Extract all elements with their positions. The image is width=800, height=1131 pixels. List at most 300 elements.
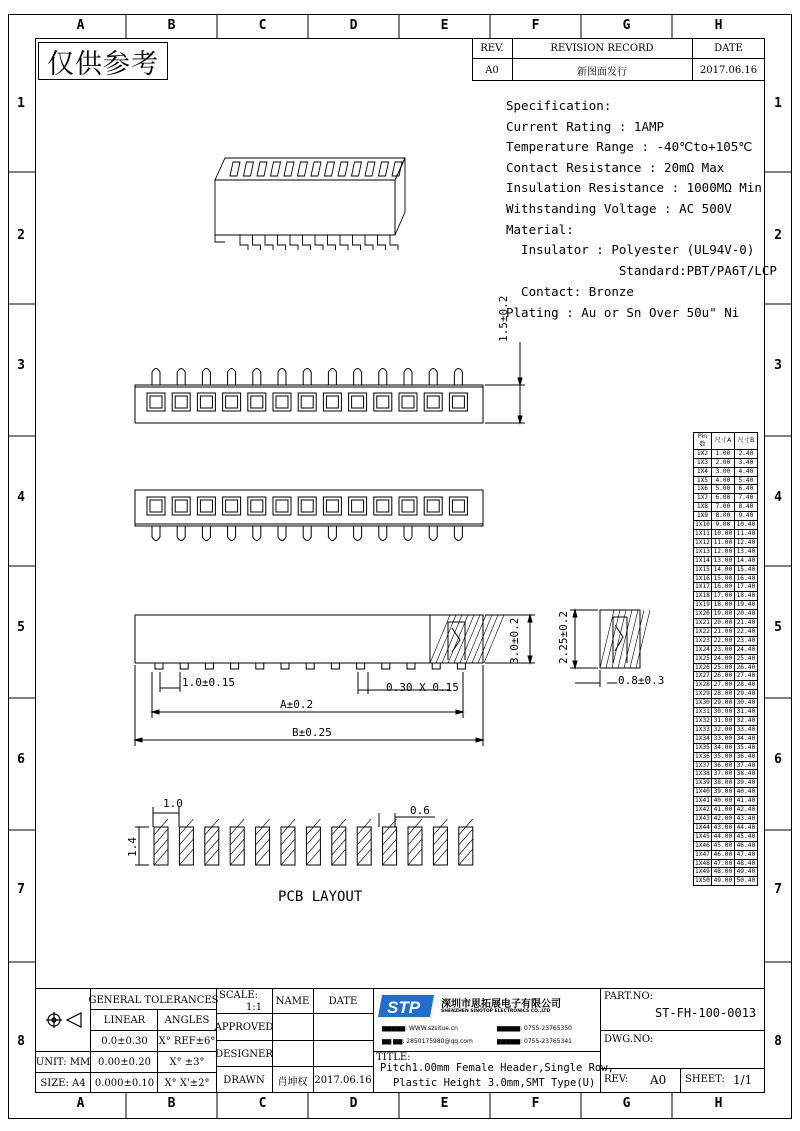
- cavity-inner: [352, 396, 364, 408]
- pin-table-cell: 10.00: [711, 529, 734, 538]
- iso-pin: [290, 235, 298, 250]
- cavity-inner: [226, 396, 238, 408]
- side-pin: [155, 663, 163, 669]
- pin-table-row: [694, 512, 758, 521]
- sheet-label: SHEET:: [685, 1074, 725, 1085]
- pin-table-cell: 20.00: [711, 619, 734, 628]
- pin-up: [152, 369, 160, 386]
- iso-slot: [311, 162, 321, 176]
- pin-table-cell: 1X34: [695, 734, 710, 742]
- pin-table-cell: 26.40: [734, 663, 757, 672]
- zone-col: F: [531, 1096, 540, 1111]
- pad-hatch: [256, 839, 270, 855]
- zone-col: G: [622, 1096, 631, 1111]
- pin-table-cell: 7.40: [734, 494, 757, 503]
- angle-tol-2: X° ±3°: [169, 1057, 205, 1068]
- pin-table-cell: 6.40: [734, 485, 757, 494]
- pin-table-cell: 48.40: [734, 859, 757, 868]
- pin-table-cell: 3.00: [711, 467, 734, 476]
- pin-down: [379, 526, 387, 541]
- iso-slot: [244, 162, 254, 176]
- iso-pin: [253, 235, 261, 250]
- iso-pin: [390, 235, 398, 250]
- pad-hatch: [459, 849, 473, 865]
- hatch-line: [472, 615, 492, 663]
- pin-table-cell: 1X3: [694, 458, 712, 467]
- pin-table-cell: 34.40: [734, 734, 757, 743]
- pin-table-cell: 1X39: [695, 779, 710, 787]
- side-pin: [256, 663, 264, 669]
- pin-table-cell: 11.40: [734, 529, 757, 538]
- pin-table-cell: 16.00: [711, 583, 734, 592]
- iso-slot: [392, 162, 402, 176]
- pin-table-cell: 1X46: [695, 841, 710, 849]
- pin-table-cell: 18.40: [734, 592, 757, 601]
- zone-col: B: [167, 18, 176, 33]
- company-mail: ▆▆ ▆▆: 2850175980@qq.com: [382, 1038, 473, 1045]
- cavity-inner: [377, 396, 389, 408]
- drawn-label: DRAWN: [223, 1074, 265, 1086]
- pin-table-row: [694, 619, 758, 628]
- pin-table-cell: 1X38: [695, 770, 710, 778]
- scale-label: SCALE:: [219, 990, 259, 1001]
- pin-table-cell: 29.00: [711, 699, 734, 708]
- spec-line: Insulation Resistance : 1000MΩ Min: [506, 180, 762, 195]
- pin-table-cell: 1X43: [695, 814, 710, 822]
- pin-table-cell: 6.00: [711, 494, 734, 503]
- zone-row: 8: [17, 1034, 25, 1049]
- pin-table-row: [694, 654, 758, 663]
- pin-table-cell: 1.00: [711, 449, 734, 458]
- pin-table-cell: 1X17: [695, 583, 710, 591]
- pin-table-row: [694, 529, 758, 538]
- zone-row: 4: [774, 490, 782, 505]
- pad-hatch: [205, 829, 219, 845]
- cavity-inner: [175, 396, 187, 408]
- pin-table-cell: 1X7: [694, 494, 712, 503]
- pin-table-cell: 1X4: [694, 467, 712, 476]
- pin-up: [379, 369, 387, 386]
- side-pin: [457, 663, 465, 669]
- zone-row: 6: [17, 752, 25, 767]
- pad-hatch: [306, 849, 320, 865]
- zone-row: 6: [774, 752, 782, 767]
- pin-table-row: [694, 574, 758, 583]
- dim-height-3-0: 3.0±0.2: [508, 617, 521, 664]
- company-en: SHENZHEN SINOTOP ELECTRONICS CO.,LTD: [441, 1009, 551, 1014]
- hatch-line: [624, 610, 638, 668]
- pad-hatch: [383, 849, 397, 865]
- pin-table-cell: 40.00: [711, 797, 734, 806]
- pad-hatch: [281, 849, 295, 865]
- pin-table-cell: 1X14: [695, 556, 710, 564]
- pin-table-cell: 21.00: [711, 627, 734, 636]
- company-cn: 深圳市思拓展电子有限公司: [441, 999, 561, 1010]
- pin-table-cell: 43.00: [711, 823, 734, 832]
- iso-slot: [379, 162, 389, 176]
- pin-table-cell: 1X27: [695, 672, 710, 680]
- angles-label: ANGLES: [164, 1015, 210, 1026]
- cavity-inner: [452, 396, 464, 408]
- pin-table-cell: 44.00: [711, 832, 734, 841]
- pin-table-cell: 27.00: [711, 681, 734, 690]
- zone-row: 7: [774, 882, 782, 897]
- pin-table-cell: 23.40: [734, 636, 757, 645]
- unit-label: UNIT: MM: [35, 1057, 91, 1068]
- zone-row: 2: [774, 228, 782, 243]
- cavity-inner: [276, 500, 288, 512]
- zone-row: 1: [17, 96, 25, 111]
- pin-table-cell: 3.40: [734, 458, 757, 467]
- dwg-no-label: DWG.NO:: [604, 1034, 654, 1045]
- zone-col: E: [440, 18, 449, 33]
- iso-pin: [303, 235, 311, 250]
- zone-row: 2: [17, 228, 25, 243]
- title-label: TITLE:: [376, 1052, 411, 1063]
- side-pin: [432, 663, 440, 669]
- pin-table-cell: 11.00: [711, 538, 734, 547]
- pad-hatch: [357, 839, 371, 855]
- zone-col: H: [714, 18, 723, 33]
- pin-table-cell: 47.40: [734, 850, 757, 859]
- zone-col: C: [258, 1096, 267, 1111]
- angle-tol-3: X° X'±2°: [164, 1077, 210, 1089]
- pin-table-cell: 9.00: [711, 521, 734, 530]
- pin-table-cell: 1X33: [695, 725, 710, 733]
- pin-table-cell: 1X12: [695, 538, 710, 546]
- front-view-pins-down: [130, 487, 490, 547]
- pin-table-row: [694, 734, 758, 743]
- pin-down: [429, 526, 437, 541]
- zone-col: A: [76, 1096, 85, 1111]
- pin-table-cell: 13.40: [734, 547, 757, 556]
- zone-col: F: [531, 18, 540, 33]
- pad-hatch: [179, 839, 193, 855]
- pad-hatch: [179, 829, 193, 845]
- pin-up: [278, 369, 286, 386]
- cavity-inner: [200, 500, 212, 512]
- pad-hatch: [433, 849, 447, 865]
- pin-table-row: [694, 681, 758, 690]
- title-line-2: Plastic Height 3.0mm,SMT Type(U): [393, 1077, 596, 1089]
- pin-up: [202, 369, 210, 386]
- zone-col: G: [622, 18, 631, 33]
- iso-slot: [257, 162, 267, 176]
- pin-table-cell: 35.40: [734, 743, 757, 752]
- pin-table-cell: 7.00: [711, 503, 734, 512]
- pin-table-cell: 13.00: [711, 556, 734, 565]
- pad-hatch: [383, 839, 397, 855]
- pin-table-cell: 22.00: [711, 636, 734, 645]
- dim-pcb-pitch: 1.0: [163, 797, 183, 810]
- pin-table-cell: 45.40: [734, 832, 757, 841]
- iso-pin: [328, 235, 336, 250]
- pin-table-cell: 5.40: [734, 476, 757, 485]
- pin-table-cell: 1X41: [695, 797, 710, 805]
- pin-table-cell: 1X21: [695, 619, 710, 627]
- pin-table-cell: 46.40: [734, 841, 757, 850]
- pin-down: [454, 526, 462, 541]
- pin-table-cell: 28.00: [711, 690, 734, 699]
- hatch-line: [478, 615, 498, 663]
- rev-header: REV.: [480, 43, 504, 54]
- pin-table-cell: 16.40: [734, 574, 757, 583]
- company-web: ▆▆▆▆▆: WWW.szsitue.cn: [382, 1025, 458, 1032]
- pin-table-cell: 1X15: [695, 565, 710, 573]
- pin-table-row: [694, 752, 758, 761]
- pin-down: [152, 526, 160, 541]
- pin-table-cell: Pin数: [694, 433, 712, 450]
- pin-table-row: [694, 583, 758, 592]
- pin-table-cell: 46.00: [711, 850, 734, 859]
- pin-table-cell: 8.40: [734, 503, 757, 512]
- pin-table-cell: 4.00: [711, 476, 734, 485]
- pin-table-cell: 47.00: [711, 859, 734, 868]
- pin-table-row: [694, 806, 758, 815]
- pin-table-cell: 19.00: [711, 610, 734, 619]
- cavity-inner: [175, 500, 187, 512]
- pad-hatch: [433, 839, 447, 855]
- zone-row: 5: [774, 620, 782, 635]
- pin-table-cell: 1X8: [694, 503, 712, 512]
- record-value: 新图面发行: [577, 66, 627, 78]
- pin-table-cell: 1X49: [695, 868, 710, 876]
- scale-value: 1:1: [246, 1002, 263, 1013]
- pin-table-cell: 33.00: [711, 734, 734, 743]
- pin-table-row: [694, 877, 758, 886]
- pin-table-row: [694, 699, 758, 708]
- sinotop-logo-icon: [378, 993, 438, 1019]
- iso-slot: [298, 162, 308, 176]
- spec-line: Current Rating : 1AMP: [506, 119, 665, 134]
- pin-table-row: [694, 823, 758, 832]
- pin-down: [228, 526, 236, 541]
- hatch-line: [630, 610, 644, 668]
- pin-table-cell: 22.40: [734, 627, 757, 636]
- pad-hatch: [383, 829, 397, 845]
- pin-down: [177, 526, 185, 541]
- isometric-view: [200, 150, 410, 265]
- cavity-inner: [226, 500, 238, 512]
- pin-table-cell: 1X30: [695, 699, 710, 707]
- pad-hatch: [230, 829, 244, 845]
- pin-up: [228, 369, 236, 386]
- spec-line: Material:: [506, 222, 574, 237]
- pad-hatch: [230, 839, 244, 855]
- zone-col: E: [440, 1096, 449, 1111]
- cavity-inner: [452, 500, 464, 512]
- pin-up: [429, 369, 437, 386]
- pin-down: [303, 526, 311, 541]
- pin-table-cell: 17.40: [734, 583, 757, 592]
- pin-table-row: [694, 476, 758, 485]
- pin-table-cell: 尺寸A: [711, 433, 734, 450]
- pin-down: [278, 526, 286, 541]
- pin-down: [253, 526, 261, 541]
- pin-table-cell: 1X28: [695, 681, 710, 689]
- name-header: NAME: [275, 995, 310, 1007]
- pad-hatch: [230, 849, 244, 865]
- spec-line: Contact: Bronze: [506, 284, 634, 299]
- cavity-inner: [427, 500, 439, 512]
- pin-table-cell: 17.00: [711, 592, 734, 601]
- pad-hatch: [408, 829, 422, 845]
- part-no: ST-FH-100-0013: [655, 1006, 757, 1020]
- pin-table-row: [694, 449, 758, 458]
- pin-table-row: [694, 779, 758, 788]
- pin-table-cell: 12.00: [711, 547, 734, 556]
- pin-table-row: [694, 458, 758, 467]
- pin-table-cell: 14.40: [734, 556, 757, 565]
- pin-table-row: [694, 859, 758, 868]
- pin-table-cell: 9.40: [734, 512, 757, 521]
- linear-tol-2: 0.00±0.20: [98, 1057, 151, 1068]
- hatch-line: [612, 610, 626, 668]
- pin-table-cell: 38.00: [711, 779, 734, 788]
- cavity-inner: [150, 500, 162, 512]
- zone-row: 4: [17, 490, 25, 505]
- sheet-value: 1/1: [733, 1073, 753, 1087]
- date-value: 2017.06.16: [699, 64, 758, 76]
- pad-hatch: [433, 829, 447, 845]
- pin-up: [253, 369, 261, 386]
- pin-table-cell: 1X9: [694, 512, 712, 521]
- pad-hatch: [332, 839, 346, 855]
- side-pin: [281, 663, 289, 669]
- pad-hatch: [408, 849, 422, 865]
- pin-table-cell: 43.40: [734, 814, 757, 823]
- pin-table-cell: 21.40: [734, 619, 757, 628]
- projection-symbol-icon: [45, 1009, 85, 1031]
- pin-table-row: [694, 601, 758, 610]
- pin-table-cell: 44.40: [734, 823, 757, 832]
- part-no-label: PART.NO:: [604, 991, 654, 1002]
- hatch-line: [618, 610, 632, 668]
- pin-table-cell: 1X13: [695, 547, 710, 555]
- rev-value: A0: [485, 64, 499, 76]
- pin-table-cell: 35.00: [711, 752, 734, 761]
- reference-stamp: 仅供参考: [38, 42, 168, 80]
- pad-hatch: [332, 849, 346, 865]
- pad-hatch: [357, 849, 371, 865]
- pin-table-cell: 26.00: [711, 672, 734, 681]
- pin-table-cell: 45.00: [711, 841, 734, 850]
- pin-table-row: [694, 672, 758, 681]
- pin-table-cell: 1X44: [695, 823, 710, 831]
- pin-table-cell: 1X26: [695, 663, 710, 671]
- cavity-inner: [251, 500, 263, 512]
- pin-table-cell: 48.00: [711, 868, 734, 877]
- pin-table-cell: 41.40: [734, 797, 757, 806]
- pin-table-cell: 1X5: [694, 476, 712, 485]
- spec-line: Withstanding Voltage : AC 500V: [506, 201, 732, 216]
- pin-table-cell: 1X36: [695, 752, 710, 760]
- angle-tol-1: X° REF±6°: [158, 1036, 216, 1047]
- pin-up: [404, 369, 412, 386]
- pin-table-row: [694, 814, 758, 823]
- pin-table-cell: 24.00: [711, 654, 734, 663]
- zone-row: 1: [774, 96, 782, 111]
- pin-up: [354, 369, 362, 386]
- hatch-line: [600, 610, 614, 668]
- pin-down: [354, 526, 362, 541]
- pin-table-cell: 42.00: [711, 814, 734, 823]
- pin-table-cell: 24.40: [734, 645, 757, 654]
- pin-table-cell: 29.40: [734, 690, 757, 699]
- pin-table-cell: 10.40: [734, 521, 757, 530]
- zone-col: B: [167, 1096, 176, 1111]
- pin-table-row: [694, 725, 758, 734]
- dim-height-2-25: 2.25±0.2: [557, 611, 570, 664]
- pin-table-cell: 34.00: [711, 743, 734, 752]
- designer-label: DESIGNER: [215, 1048, 273, 1060]
- pin-table-row: [694, 565, 758, 574]
- cavity-inner: [301, 396, 313, 408]
- spec-line: Insulator : Polyester (UL94V-0): [506, 242, 755, 257]
- pin-table-cell: 36.40: [734, 752, 757, 761]
- pin-table-cell: 1X6: [694, 485, 712, 494]
- cavity-inner: [352, 500, 364, 512]
- pin-table-cell: 15.40: [734, 565, 757, 574]
- pad-hatch: [357, 829, 371, 845]
- pin-table-row: [694, 547, 758, 556]
- cavity-inner: [427, 396, 439, 408]
- company-fax: ▆▆▆▆▆: 0755-23765341: [497, 1038, 572, 1045]
- iso-pin: [265, 235, 273, 250]
- pin-table-cell: 19.40: [734, 601, 757, 610]
- pin-table-row: [694, 521, 758, 530]
- iso-slot: [352, 162, 362, 176]
- spec-line: Specification:: [506, 98, 612, 113]
- spec-line: Standard:PBT/PA6T/LCP: [506, 263, 777, 278]
- side-pin: [205, 663, 213, 669]
- pin-table-cell: 14.00: [711, 565, 734, 574]
- pin-table-cell: 1X37: [695, 761, 710, 769]
- pin-up: [303, 369, 311, 386]
- pin-table-cell: 42.40: [734, 806, 757, 815]
- pad-hatch: [306, 829, 320, 845]
- pin-table-cell: 49.40: [734, 868, 757, 877]
- cavity-inner: [402, 500, 414, 512]
- cavity-inner: [402, 396, 414, 408]
- pin-table-row: [694, 708, 758, 717]
- pin-table-cell: 4.40: [734, 467, 757, 476]
- pin-table-cell: 1X29: [695, 690, 710, 698]
- pin-table-cell: 41.00: [711, 806, 734, 815]
- size-label: SIZE: A4: [40, 1077, 86, 1089]
- pin-table-row: [694, 627, 758, 636]
- iso-slot: [271, 162, 281, 176]
- iso-pin: [315, 235, 323, 250]
- pin-up: [328, 369, 336, 386]
- pin-table-cell: 8.00: [711, 512, 734, 521]
- iso-edge: [215, 235, 225, 242]
- pin-table-cell: 40.40: [734, 788, 757, 797]
- pin-table-cell: 1X2: [694, 449, 712, 458]
- pin-table-cell: 23.00: [711, 645, 734, 654]
- zone-row: 3: [774, 358, 782, 373]
- pin-table-cell: 32.40: [734, 717, 757, 726]
- pin-table-cell: 30.00: [711, 708, 734, 717]
- pin-table-cell: 30.40: [734, 699, 757, 708]
- hatch-line: [430, 615, 450, 663]
- pad-hatch: [205, 849, 219, 865]
- pin-table-cell: 1X50: [695, 877, 710, 885]
- svg-text:STP: STP: [387, 998, 421, 1017]
- pin-table-row: [694, 788, 758, 797]
- zone-row: 5: [17, 620, 25, 635]
- pin-table-cell: 1X18: [695, 592, 710, 600]
